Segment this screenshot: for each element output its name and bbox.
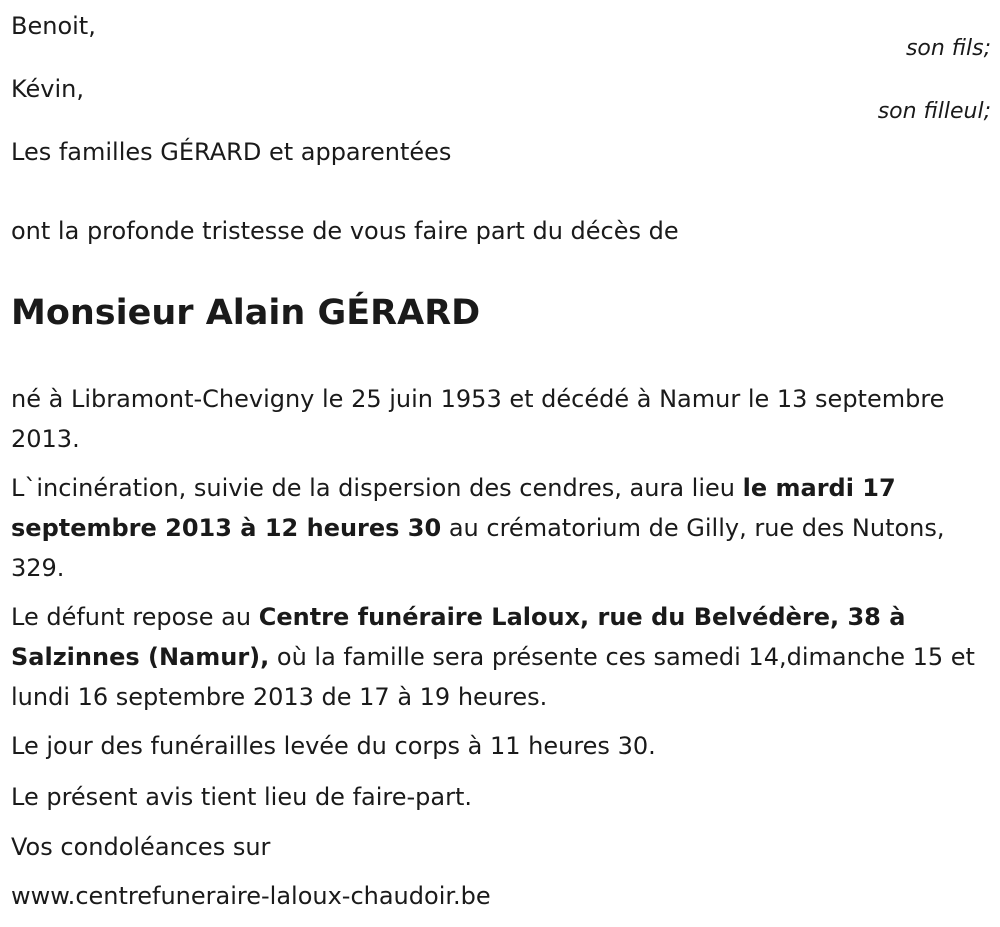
viewing-paragraph xyxy=(11,597,986,717)
viewing-text-before: Le défunt repose au xyxy=(11,603,259,631)
announcer-name-kevin: Kévin, xyxy=(11,75,85,103)
announcer-name-benoit: Benoit, xyxy=(11,12,96,40)
website-link[interactable]: www.centrefuneraire-laloux-chaudoir.be xyxy=(11,882,491,910)
condolences-label: Vos condoléances sur xyxy=(11,833,271,861)
funeral-day-paragraph: Le jour des funérailles levée du corps à 11 heures 30. xyxy=(11,732,656,760)
cremation-text-after: au crématorium de Gilly, rue des Nutons, 329. xyxy=(11,514,945,582)
intro-text: ont la profonde tristesse de vous faire part du décès de xyxy=(11,217,679,245)
birth-death-paragraph: né à Libramont-Chevigny le 25 juin 1953 et décédé à Namur le 13 septembre 2013. xyxy=(11,385,945,453)
cremation-date-time: le mardi 17 septembre 2013 à 12 heures 30 xyxy=(11,474,896,542)
announcer-role-son-fils: son fils; xyxy=(905,36,991,61)
viewing-location: Centre funéraire Laloux, rue du Belvédère, 38 à Salzinnes (Namur), xyxy=(11,603,906,671)
deceased-name: Monsieur Alain GÉRARD xyxy=(11,293,481,333)
cremation-paragraph xyxy=(11,468,986,588)
announcer-families: Les familles GÉRARD et apparentées xyxy=(11,138,452,166)
announcer-role-son-filleul: son filleul; xyxy=(877,99,991,124)
cremation-text-before: L`incinération, suivie de la dispersion des cendres, aura lieu xyxy=(11,474,743,502)
notice-paragraph: Le présent avis tient lieu de faire-part. xyxy=(11,783,473,811)
viewing-text-after: où la famille sera présente ces samedi 14,dimanche 15 et lundi 16 septembre 2013 de 17 à 19 heures. xyxy=(11,643,975,711)
